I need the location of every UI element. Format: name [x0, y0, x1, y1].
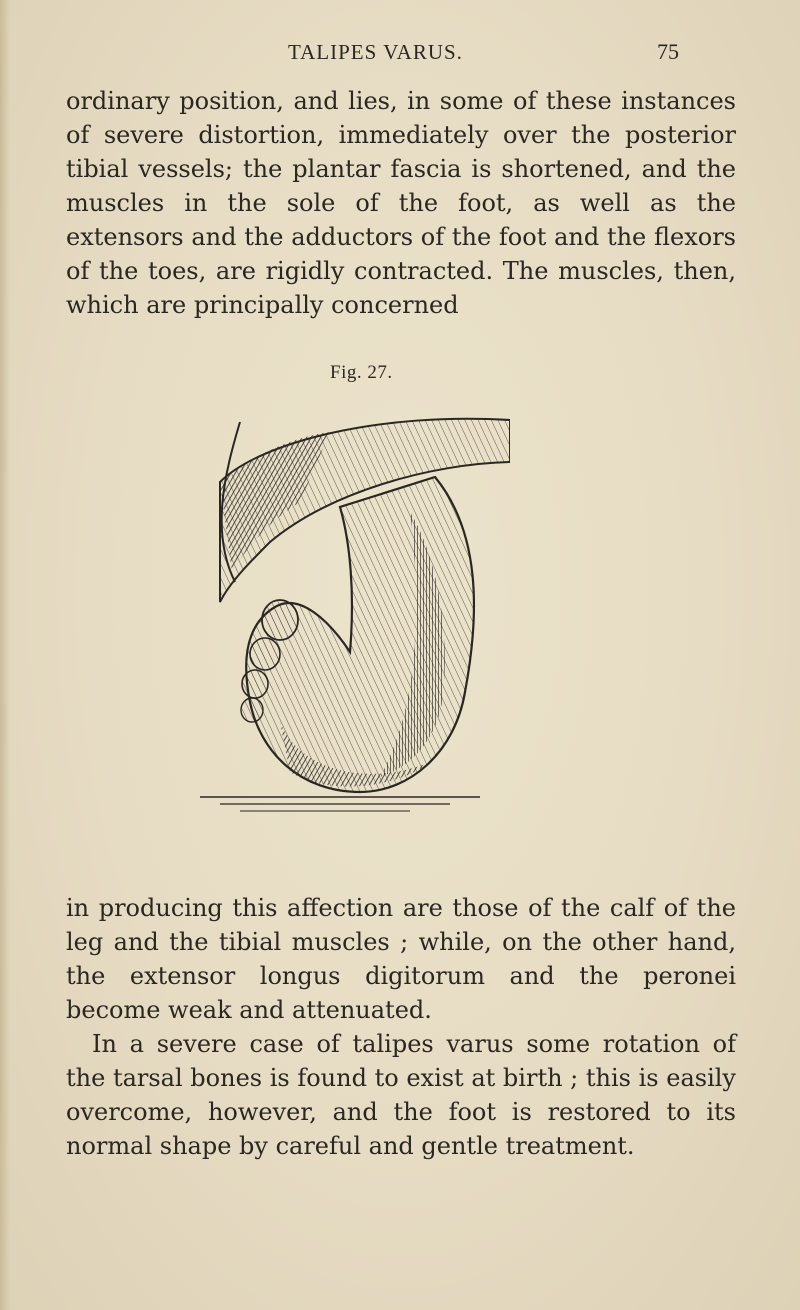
clubfoot-illustration: [180, 392, 510, 832]
toe-3: [242, 670, 268, 698]
text-after-figure: [66, 891, 736, 1163]
paragraph-continued: in producing this affection are those of the calf of the leg and the tibial muscles ; while, on the other hand, the extensor longus digitorum and the peronei become weak and attenuated.: [66, 894, 736, 1024]
page-number: 75: [657, 39, 679, 64]
figure-caption: Fig. 27.: [330, 362, 393, 383]
page-edge-shadow: [0, 0, 10, 1310]
running-title: TALIPES VARUS.: [288, 40, 463, 64]
paragraph-next: In a severe case of talipes varus some rotation of the tarsal bones is found to exist at birth ; this is easily overcome, however, and the foot is restored to its normal shape by careful and gentle treatment.: [66, 1030, 736, 1160]
toe-4: [241, 698, 263, 722]
toe-1: [262, 600, 298, 640]
toe-2: [250, 638, 280, 670]
paragraph-top: ordinary position, and lies, in some of these instances of severe distortion, immediately over the posterior tibial vessels; the plantar fascia is shortened, and the muscles in the sole of the foot, as well as the extensors and the adductors of the foot and the flexors of the toes, are rigidly contracted. The muscles, then, which are principally concerned: [66, 87, 736, 319]
